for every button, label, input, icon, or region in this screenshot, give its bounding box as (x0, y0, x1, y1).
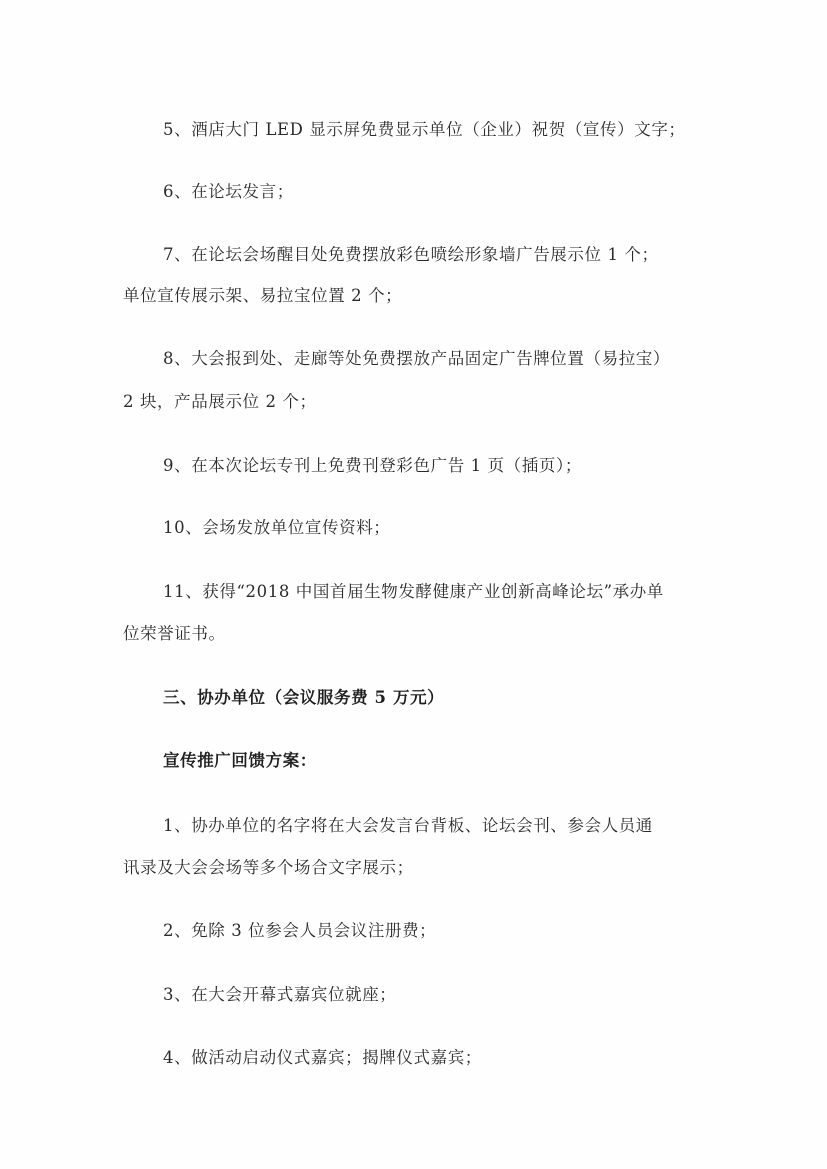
list-item-7-line-1: 7、在论坛会场醒目处免费摆放彩色喷绘形象墙广告展示位 1 个； (163, 245, 659, 264)
list-item-5: 5、酒店大门 LED 显示屏免费显示单位（企业）祝贺（宣传）文字； (163, 120, 686, 139)
sub-item-2: 2、免除 3 位参会人员会议注册费； (163, 921, 437, 940)
list-item-6: 6、在论坛发言； (163, 182, 294, 201)
list-item-8-line-2: 2 块，产品展示位 2 个； (123, 392, 317, 411)
sub-item-1-line-2: 讯录及大会会场等多个场合文字展示； (123, 858, 414, 877)
list-item-10: 10、会场发放单位宣传资料； (163, 518, 391, 537)
section-heading: 三、协办单位（会议服务费 5 万元） (163, 688, 445, 707)
list-item-11-line-2: 位荣誉证书。 (123, 624, 226, 643)
list-item-9: 9、在本次论坛专刊上免费刊登彩色广告 1 页（插页）； (163, 456, 582, 475)
sub-heading: 宣传推广回馈方案： (163, 751, 317, 770)
sub-item-4: 4、做活动启动仪式嘉宾；揭牌仪式嘉宾； (163, 1048, 482, 1067)
list-item-7-line-2: 单位宣传展示架、易拉宝位置 2 个； (123, 286, 403, 305)
sub-item-3: 3、在大会开幕式嘉宾位就座； (163, 985, 397, 1004)
list-item-8-line-1: 8、大会报到处、走廊等处免费摆放产品固定广告牌位置（易拉宝） (163, 349, 670, 368)
list-item-11-line-1: 11、获得“2018 中国首届生物发酵健康产业创新高峰论坛”承办单 (163, 582, 664, 601)
sub-item-1-line-1: 1、协办单位的名字将在大会发言台背板、论坛会刊、参会人员通 (163, 816, 653, 835)
